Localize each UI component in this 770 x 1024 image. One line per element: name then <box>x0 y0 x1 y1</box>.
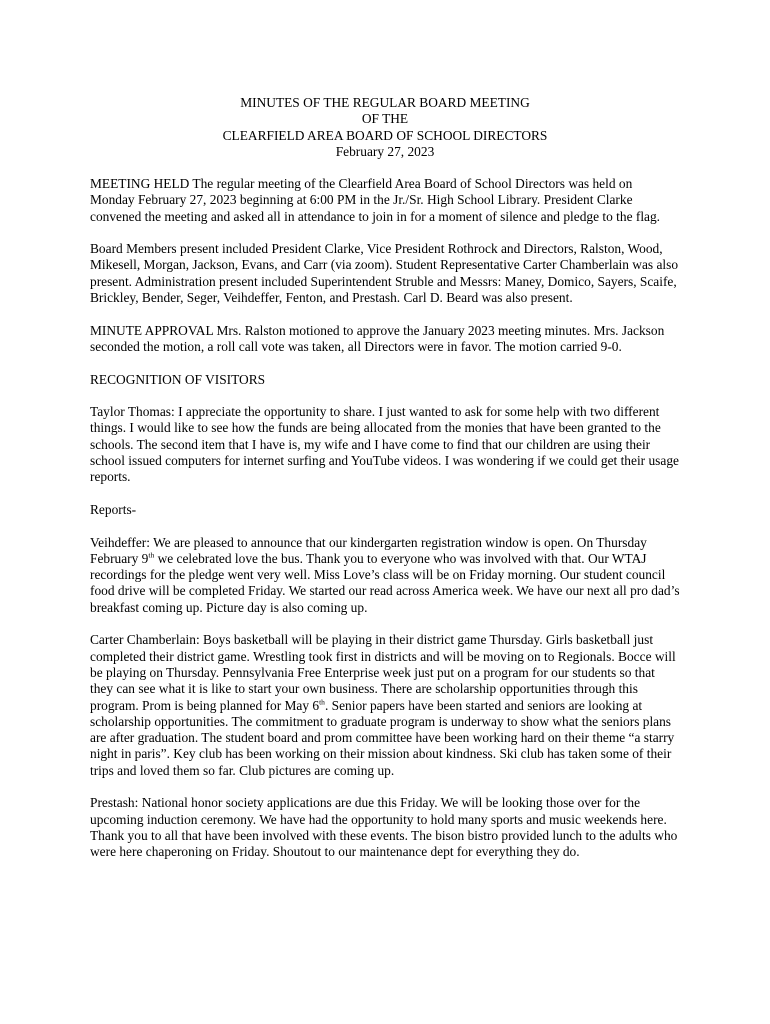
taylor-thomas-paragraph: Taylor Thomas: I appreciate the opportunity to share. I just wanted to ask for some help with two different things. I would like to see how the funds are being allocated from the monies that have been granted to the schools. The second item that I have is, my wife and I have come to find that our children are using their school issued computers for internet surfing and YouTube videos. I was wondering if we could get their usage reports. <box>90 404 679 485</box>
title-line-1: MINUTES OF THE REGULAR BOARD MEETING <box>240 95 530 110</box>
title-line-3: CLEARFIELD AREA BOARD OF SCHOOL DIRECTORS <box>222 127 548 143</box>
veihdeffer-superscript: th <box>148 550 155 560</box>
document-header <box>90 95 680 160</box>
meeting-date: February 27, 2023 <box>335 143 435 159</box>
carter-text-2: . Senior papers have been started and seniors are looking at scholarship opportunities. The commitment to graduate program is underway to show what the seniors plans are after graduation. The student board and prom committee have been working hard on their theme “a starry night in paris”. Key club has been working on their mission about kindness. Ski club has taken some of their trips and loved them so far. Club pictures are coming up. <box>90 697 675 778</box>
prestash-paragraph: Prestash: National honor society applications are due this Friday. We will be looking those over for the upcoming induction ceremony. We have had the opportunity to hold many sports and music weekends here. Thank you to all that have been involved with these events. The bison bistro provided lunch to the adults who were here chaperoning on Friday. Shoutout to our maintenance dept for everything they do. <box>90 795 678 860</box>
veihdeffer-text-1: Veihdeffer: We are pleased to announce that our kindergarten registration window is open. On Thursday February 9 <box>90 534 647 566</box>
carter-superscript: th <box>319 697 325 707</box>
carter-chamberlain-paragraph <box>90 632 680 779</box>
board-members-paragraph: Board Members present included President Clarke, Vice President Rothrock and Directors, Ralston, Wood, Mikesell, Morgan, Jackson, Evans, and Carr (via zoom). Student Representative Carter Chamberlain was also present. Administration present included Superintendent Struble and Messrs: Maney, Domico, Sayers, Scaife, Brickley, Bender, Seger, Veihdeffer, Fenton, and Prestash. Carl D. Beard was also present. <box>90 241 679 306</box>
recognition-heading: RECOGNITION OF VISITORS <box>90 371 266 387</box>
veihdeffer-text-2: we celebrated love the bus. Thank you to everyone who was involved with that. Our WTAJ recordings for the pledge went very well. Miss Love’s class will be on Friday morning. Our student council food drive will be completed Friday. We started our read across America week. We have our next all pro dad’s breakfast coming up. Picture day is also coming up. <box>90 550 680 615</box>
document-body <box>90 176 680 877</box>
carter-text-1: Carter Chamberlain: Boys basketball will be playing in their district game Thursday. Girls basketball just completed their district game. Wrestling took first in districts and will be moving on to Regionals. Bocce will be playing on Thursday. Pennsylvania Free Enterprise week just put on a program for our students so that they can see what it is like to start your own business. There are scholarship opportunities through this program. Prom is being planned for May 6 <box>90 632 676 713</box>
title-line-2: OF THE <box>361 111 409 127</box>
veihdeffer-paragraph <box>90 535 680 616</box>
reports-heading: Reports- <box>90 501 137 517</box>
meeting-held-paragraph: MEETING HELD The regular meeting of the Clearfield Area Board of School Directors was held on Monday February 27, 2023 beginning at 6:00 PM in the Jr./Sr. High School Library. President Clarke convened the meeting and asked all in attendance to join in for a moment of silence and pledge to the flag. <box>90 176 661 224</box>
minute-approval-paragraph: MINUTE APPROVAL Mrs. Ralston motioned to approve the January 2023 meeting minutes. Mrs. Jackson seconded the motion, a roll call vote was taken, all Directors were in favor. The motion carried 9-0. <box>90 322 665 354</box>
